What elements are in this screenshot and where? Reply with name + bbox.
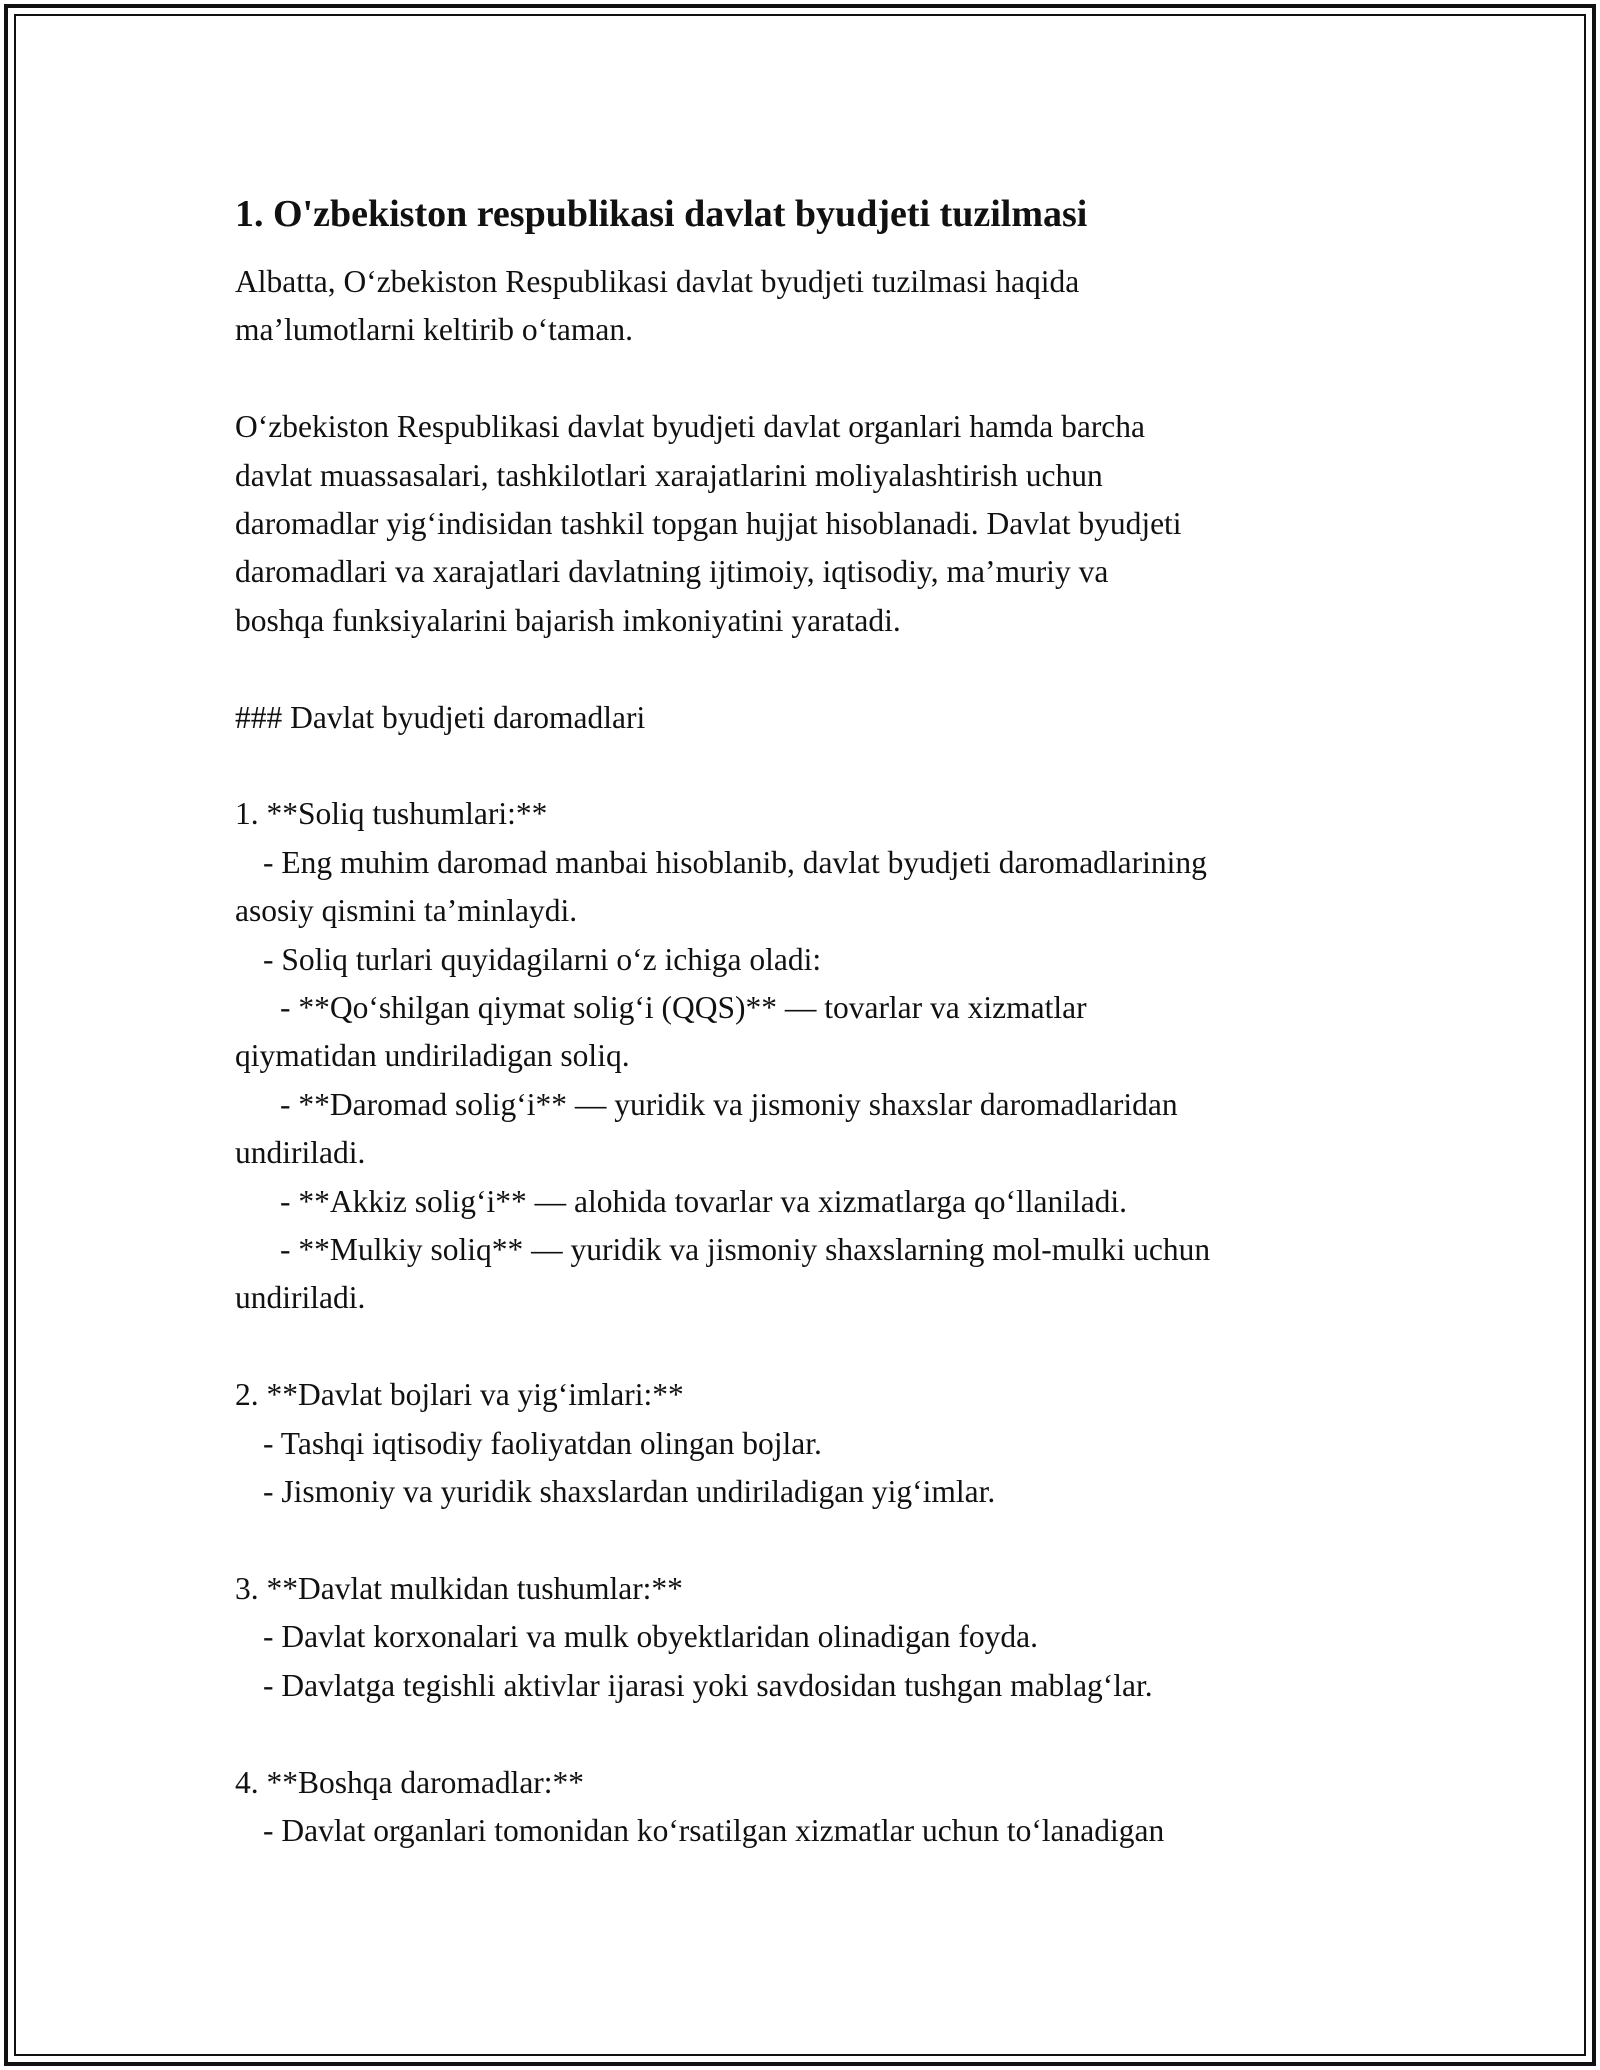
list-item-heading: 1. **Soliq tushumlari:** bbox=[235, 796, 548, 832]
sub-bullet-continuation: undiriladi. bbox=[235, 1280, 366, 1316]
list-item-state-property-revenues bbox=[235, 1565, 1435, 1710]
intro-paragraph bbox=[235, 258, 1435, 355]
blank-line bbox=[235, 645, 1435, 693]
text-line: davlat muassasalari, tashkilotlari xarajatlarini moliyalashtirish uchun bbox=[235, 457, 1103, 493]
list-item-heading: 4. **Boshqa daromadlar:** bbox=[235, 1764, 585, 1800]
sub-bullet-line: - **Mulkiy soliq** — yuridik va jismoniy shaxslarning mol-mulki uchun bbox=[280, 1232, 1211, 1268]
bullet-line: - Davlat organlari tomonidan ko‘rsatilgan xizmatlar uchun to‘lanadigan bbox=[263, 1812, 1165, 1848]
list-item-tax-revenues bbox=[235, 790, 1435, 1322]
text-line: boshqa funksiyalarini bajarish imkoniyatini yaratadi. bbox=[235, 602, 901, 638]
blank-line bbox=[235, 355, 1435, 403]
blank-line bbox=[235, 1323, 1435, 1371]
bullet-line: - Eng muhim daromad manbai hisoblanib, davlat byudjeti daromadlarining bbox=[263, 844, 1207, 880]
sub-bullet-continuation: undiriladi. bbox=[235, 1135, 366, 1171]
bullet-continuation: asosiy qismini ta’minlaydi. bbox=[235, 893, 578, 929]
budget-description-paragraph bbox=[235, 403, 1435, 645]
sub-bullet-line: - **Akkiz solig‘i** — alohida tovarlar va xizmatlarga qo‘llaniladi. bbox=[280, 1183, 1128, 1219]
document-page bbox=[235, 188, 1435, 1855]
section-heading: ### Davlat byudjeti daromadlari bbox=[235, 699, 646, 735]
blank-line bbox=[235, 1517, 1435, 1565]
sub-bullet-continuation: qiymatidan undiriladigan soliq. bbox=[235, 1038, 630, 1074]
list-item-state-duties bbox=[235, 1371, 1435, 1516]
list-item-other-revenues bbox=[235, 1759, 1435, 1856]
document-body bbox=[235, 258, 1435, 1855]
bullet-line: - Davlatga tegishli aktivlar ijarasi yoki savdosidan tushgan mablag‘lar. bbox=[263, 1667, 1153, 1703]
document-title: 1. O'zbekiston respublikasi davlat byudjeti tuzilmasi bbox=[235, 193, 1088, 235]
bullet-line: - Davlat korxonalari va mulk obyektlaridan olinadigan foyda. bbox=[263, 1619, 1039, 1655]
bullet-line: - Soliq turlari quyidagilarni o‘z ichiga oladi: bbox=[263, 941, 822, 977]
sub-bullet-line: - **Qo‘shilgan qiymat solig‘i (QQS)** — tovarlar va xizmatlar bbox=[280, 990, 1087, 1026]
text-line: Albatta, O‘zbekiston Respublikasi davlat byudjeti tuzilmasi haqida bbox=[235, 264, 1080, 299]
list-item-heading: 3. **Davlat mulkidan tushumlar:** bbox=[235, 1570, 683, 1606]
text-line: daromadlar yig‘indisidan tashkil topgan hujjat hisoblanadi. Davlat byudjeti bbox=[235, 506, 1182, 542]
text-line: daromadlari va xarajatlari davlatning ijtimoiy, iqtisodiy, ma’muriy va bbox=[235, 554, 1109, 590]
list-item-heading: 2. **Davlat bojlari va yig‘imlari:** bbox=[235, 1377, 684, 1413]
text-line: ma’lumotlarni keltirib o‘taman. bbox=[235, 312, 634, 348]
text-line: O‘zbekiston Respublikasi davlat byudjeti davlat organlari hamda barcha bbox=[235, 409, 1146, 445]
bullet-line: - Tashqi iqtisodiy faoliyatdan olingan bojlar. bbox=[263, 1425, 822, 1461]
sub-bullet-line: - **Daromad solig‘i** — yuridik va jismoniy shaxslar daromadlaridan bbox=[280, 1086, 1178, 1122]
blank-line bbox=[235, 1710, 1435, 1758]
bullet-line: - Jismoniy va yuridik shaxslardan undiriladigan yig‘imlar. bbox=[263, 1474, 996, 1510]
blank-line bbox=[235, 742, 1435, 790]
